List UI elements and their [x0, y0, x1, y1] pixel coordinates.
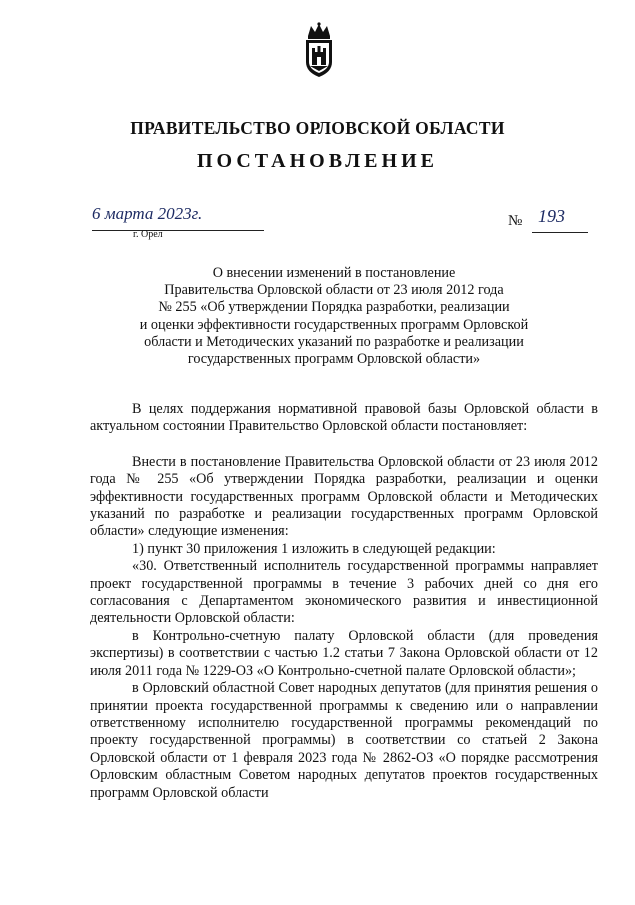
handwritten-date: 6 марта 2023г.	[92, 204, 203, 223]
handwritten-number: 193	[538, 206, 565, 226]
subject-line: Правительства Орловской области от 23 июля 2012 года	[164, 282, 504, 299]
number-underline	[532, 232, 588, 233]
date-field	[92, 204, 264, 230]
body-paragraph: Внести в постановление Правительства Орловской области от 23 июля 2012 года № 255 «Об утверждении Порядка разработки, реализации и оценки эффективности государственных программ Орловской области и Методических указаний по разработке и реализации государственных программ Орловской области» следующие изменения:	[90, 453, 598, 540]
body-paragraph: в Контрольно-счетную палату Орловской области (для проведения экспертизы) в соответствии с частью 1.2 статьи 7 Закона Орловской области от 12 июля 2011 года № 1229-ОЗ «О Контрольно-счетной палате Орловской области»;	[90, 627, 598, 679]
document-subject	[100, 265, 568, 368]
subject-line: и оценки эффективности государственных программ Орловской	[139, 316, 529, 333]
subject-line: № 255 «Об утверждении Порядка разработки, реализации	[158, 299, 510, 316]
document-body	[90, 401, 598, 802]
number-label: №	[508, 213, 523, 229]
body-paragraph: «30. Ответственный исполнитель государственной программы направляет проект государственной программы в течение 3 рабочих дней со дня его согласования с Департаментом экономического развития и инвестиционной деятельности Орловской области:	[90, 558, 598, 627]
document-type-title: ПОСТАНОВЛЕНИЕ	[197, 150, 438, 172]
government-title: ПРАВИТЕЛЬСТВО ОРЛОВСКОЙ ОБЛАСТИ	[130, 118, 505, 138]
preamble-paragraph: В целях поддержания нормативной правовой базы Орловской области в актуальном состоянии Правительство Орловской области постановляет:	[90, 401, 598, 435]
date-underline	[92, 230, 264, 231]
body-paragraph: в Орловский областной Совет народных депутатов (для принятия решения о принятии проекта государственной программы к сведению или о направлении ответственному исполнителю государственной программы рекомендаций по проекту государственной программы) в соответствии со статьей 2 Закона Орловской области от 1 февраля 2023 года № 2862-ОЗ «О порядке рассмотрения Орловским областным Советом народных депутатов проектов государственных программ Орловской области	[90, 680, 598, 801]
coat-of-arms-icon	[300, 22, 338, 78]
subject-line: области и Методических указаний по разработке и реализации	[144, 333, 524, 350]
body-paragraph: 1) пункт 30 приложения 1 изложить в следующей редакции:	[132, 540, 496, 557]
subject-line: О внесении изменений в постановление	[212, 265, 456, 281]
subject-line: государственных программ Орловской области»	[187, 351, 481, 368]
city-label: г. Орёл	[133, 229, 163, 240]
